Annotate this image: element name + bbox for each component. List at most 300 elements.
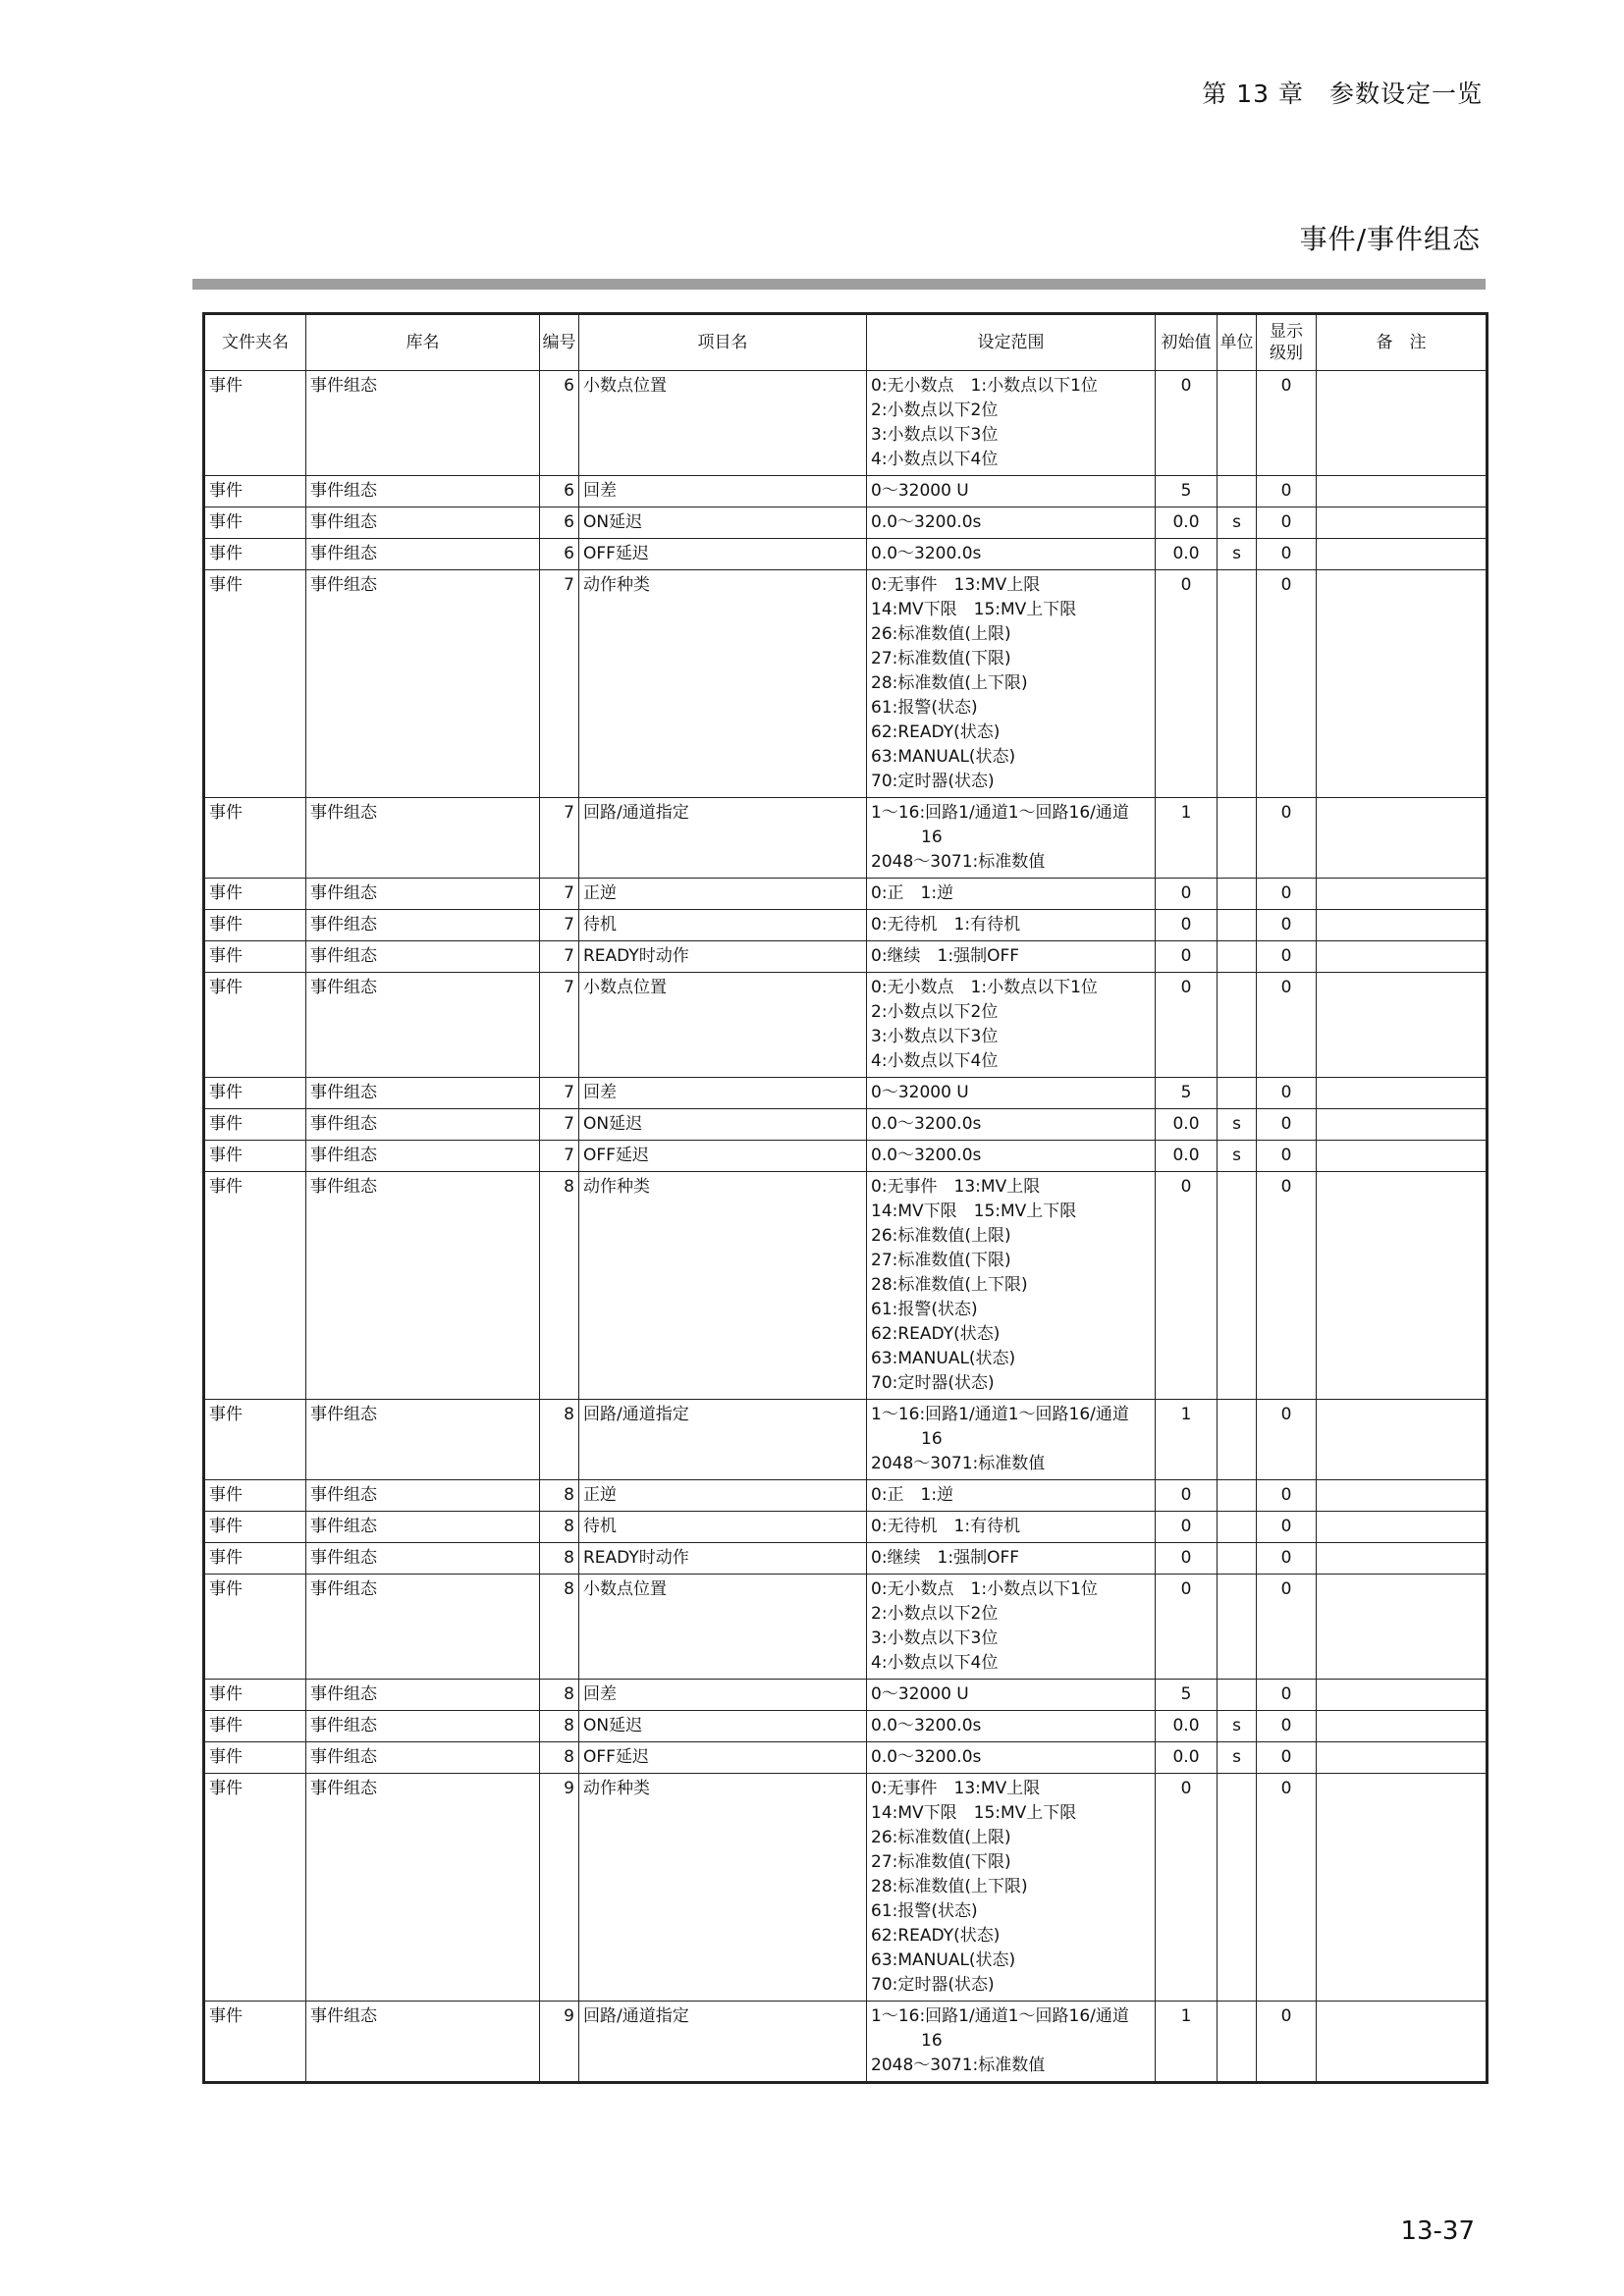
cell-remarks xyxy=(1317,539,1488,570)
cell-remarks xyxy=(1317,1774,1488,2002)
range-line: 28:标准数值(上下限) xyxy=(871,673,1028,693)
cell-number: 8 xyxy=(540,1711,579,1742)
cell-folder: 事件 xyxy=(204,1480,306,1512)
cell-item-name: 回路/通道指定 xyxy=(579,798,867,879)
range-line: 0:正 1:逆 xyxy=(871,883,954,903)
table-row xyxy=(204,570,1488,798)
cell-initial-value: 5 xyxy=(1156,476,1218,507)
cell-setting-range xyxy=(867,1512,1156,1543)
cell-folder: 事件 xyxy=(204,1109,306,1141)
cell-number: 8 xyxy=(540,1512,579,1543)
range-line: 2:小数点以下2位 xyxy=(871,1002,999,1022)
cell-setting-range xyxy=(867,2002,1156,2083)
cell-number: 8 xyxy=(540,1400,579,1480)
cell-remarks xyxy=(1317,1172,1488,1400)
cell-setting-range xyxy=(867,570,1156,798)
cell-number: 9 xyxy=(540,2002,579,2083)
range-line: 27:标准数值(下限) xyxy=(871,649,1011,668)
cell-number: 7 xyxy=(540,570,579,798)
cell-unit xyxy=(1218,941,1257,973)
cell-library: 事件组态 xyxy=(306,1680,540,1711)
cell-setting-range xyxy=(867,476,1156,507)
cell-folder: 事件 xyxy=(204,941,306,973)
cell-unit xyxy=(1218,910,1257,941)
cell-number: 7 xyxy=(540,1141,579,1172)
cell-setting-range xyxy=(867,798,1156,879)
cell-setting-range xyxy=(867,1711,1156,1742)
range-line: 1～16:回路1/通道1～回路16/通道 xyxy=(871,803,1129,823)
cell-setting-range xyxy=(867,1680,1156,1711)
cell-display-level: 0 xyxy=(1257,1575,1317,1680)
cell-unit xyxy=(1218,1480,1257,1512)
cell-unit xyxy=(1218,879,1257,910)
range-line: 0.0～3200.0s xyxy=(871,512,982,532)
cell-remarks xyxy=(1317,1543,1488,1575)
table-header-row xyxy=(204,314,1488,371)
cell-number: 6 xyxy=(540,507,579,539)
cell-display-level: 0 xyxy=(1257,973,1317,1078)
cell-setting-range xyxy=(867,1172,1156,1400)
cell-initial-value: 0.0 xyxy=(1156,1711,1218,1742)
cell-setting-range xyxy=(867,1742,1156,1774)
range-line: 0:无事件 13:MV上限 xyxy=(871,1177,1041,1197)
range-line: 0:正 1:逆 xyxy=(871,1485,954,1505)
cell-library: 事件组态 xyxy=(306,1512,540,1543)
table-row xyxy=(204,507,1488,539)
cell-number: 8 xyxy=(540,1742,579,1774)
cell-setting-range xyxy=(867,1543,1156,1575)
cell-library: 事件组态 xyxy=(306,1543,540,1575)
range-line: 2:小数点以下2位 xyxy=(871,1604,999,1624)
cell-library: 事件组态 xyxy=(306,1742,540,1774)
cell-setting-range xyxy=(867,1400,1156,1480)
cell-remarks xyxy=(1317,1400,1488,1480)
cell-item-name: ON延迟 xyxy=(579,507,867,539)
cell-setting-range xyxy=(867,1109,1156,1141)
cell-unit xyxy=(1218,1512,1257,1543)
cell-initial-value: 0.0 xyxy=(1156,539,1218,570)
cell-remarks xyxy=(1317,1742,1488,1774)
range-line: 26:标准数值(上限) xyxy=(871,1828,1011,1847)
cell-setting-range xyxy=(867,371,1156,476)
range-line: 70:定时器(状态) xyxy=(871,772,995,791)
cell-setting-range xyxy=(867,1078,1156,1109)
cell-initial-value: 0.0 xyxy=(1156,1109,1218,1141)
cell-item-name: OFF延迟 xyxy=(579,1141,867,1172)
col-header-initial: 初始值 xyxy=(1156,314,1218,371)
table-row xyxy=(204,476,1488,507)
cell-folder: 事件 xyxy=(204,1543,306,1575)
table-row xyxy=(204,539,1488,570)
range-line: 0:无待机 1:有待机 xyxy=(871,915,1021,934)
cell-initial-value: 0 xyxy=(1156,879,1218,910)
cell-item-name: 动作种类 xyxy=(579,1774,867,2002)
cell-display-level: 0 xyxy=(1257,371,1317,476)
cell-setting-range xyxy=(867,879,1156,910)
chapter-title: 第 13 章 参数设定一览 xyxy=(1202,80,1483,108)
cell-number: 8 xyxy=(540,1680,579,1711)
table-row xyxy=(204,1680,1488,1711)
range-line: 0:继续 1:强制OFF xyxy=(871,946,1020,966)
cell-number: 6 xyxy=(540,476,579,507)
cell-folder: 事件 xyxy=(204,798,306,879)
cell-unit xyxy=(1218,371,1257,476)
cell-remarks xyxy=(1317,1680,1488,1711)
cell-display-level: 0 xyxy=(1257,1680,1317,1711)
cell-display-level: 0 xyxy=(1257,1711,1317,1742)
table-row xyxy=(204,973,1488,1078)
cell-library: 事件组态 xyxy=(306,941,540,973)
cell-display-level: 0 xyxy=(1257,570,1317,798)
cell-library: 事件组态 xyxy=(306,2002,540,2083)
range-line: 62:READY(状态) xyxy=(871,722,1001,742)
cell-initial-value: 0 xyxy=(1156,1512,1218,1543)
cell-library: 事件组态 xyxy=(306,1480,540,1512)
cell-remarks xyxy=(1317,1141,1488,1172)
range-line: 16 xyxy=(871,1429,943,1449)
range-line: 61:报警(状态) xyxy=(871,1901,978,1921)
col-header-remarks: 备 注 xyxy=(1317,314,1488,371)
cell-folder: 事件 xyxy=(204,1774,306,2002)
range-line: 2048～3071:标准数值 xyxy=(871,1454,1046,1473)
cell-display-level: 0 xyxy=(1257,941,1317,973)
range-line: 61:报警(状态) xyxy=(871,698,978,718)
cell-folder: 事件 xyxy=(204,1680,306,1711)
range-line: 0:无小数点 1:小数点以下1位 xyxy=(871,376,1098,396)
cell-library: 事件组态 xyxy=(306,1141,540,1172)
cell-unit xyxy=(1218,476,1257,507)
cell-item-name: READY时动作 xyxy=(579,1543,867,1575)
cell-number: 7 xyxy=(540,879,579,910)
cell-unit xyxy=(1218,973,1257,1078)
cell-remarks xyxy=(1317,507,1488,539)
cell-number: 8 xyxy=(540,1575,579,1680)
cell-item-name: 待机 xyxy=(579,910,867,941)
cell-setting-range xyxy=(867,1480,1156,1512)
cell-display-level: 0 xyxy=(1257,1172,1317,1400)
cell-item-name: 回差 xyxy=(579,1680,867,1711)
cell-display-level: 0 xyxy=(1257,1141,1317,1172)
range-line: 2048～3071:标准数值 xyxy=(871,852,1046,872)
cell-initial-value: 0 xyxy=(1156,1172,1218,1400)
cell-library: 事件组态 xyxy=(306,1172,540,1400)
range-line: 0.0～3200.0s xyxy=(871,1114,982,1134)
cell-folder: 事件 xyxy=(204,371,306,476)
cell-initial-value: 0 xyxy=(1156,570,1218,798)
cell-initial-value: 5 xyxy=(1156,1078,1218,1109)
cell-unit xyxy=(1218,1774,1257,2002)
cell-display-level: 0 xyxy=(1257,1400,1317,1480)
range-line: 4:小数点以下4位 xyxy=(871,450,999,469)
cell-folder: 事件 xyxy=(204,1400,306,1480)
cell-folder: 事件 xyxy=(204,507,306,539)
cell-display-level: 0 xyxy=(1257,910,1317,941)
cell-initial-value: 0 xyxy=(1156,910,1218,941)
range-line: 16 xyxy=(871,2031,943,2051)
cell-remarks xyxy=(1317,2002,1488,2083)
range-line: 14:MV下限 15:MV上下限 xyxy=(871,600,1077,619)
cell-item-name: OFF延迟 xyxy=(579,539,867,570)
cell-display-level: 0 xyxy=(1257,1742,1317,1774)
cell-unit xyxy=(1218,1078,1257,1109)
cell-folder: 事件 xyxy=(204,910,306,941)
cell-folder: 事件 xyxy=(204,1711,306,1742)
cell-folder: 事件 xyxy=(204,570,306,798)
cell-remarks xyxy=(1317,1575,1488,1680)
cell-unit xyxy=(1218,570,1257,798)
cell-initial-value: 1 xyxy=(1156,798,1218,879)
cell-item-name: 回差 xyxy=(579,1078,867,1109)
cell-folder: 事件 xyxy=(204,973,306,1078)
cell-unit: s xyxy=(1218,1141,1257,1172)
cell-item-name: 回路/通道指定 xyxy=(579,1400,867,1480)
range-line: 0:无事件 13:MV上限 xyxy=(871,1779,1041,1798)
range-line: 14:MV下限 15:MV上下限 xyxy=(871,1201,1077,1221)
cell-library: 事件组态 xyxy=(306,910,540,941)
cell-folder: 事件 xyxy=(204,476,306,507)
cell-library: 事件组态 xyxy=(306,476,540,507)
cell-initial-value: 0 xyxy=(1156,1480,1218,1512)
table-row xyxy=(204,371,1488,476)
table-row xyxy=(204,798,1488,879)
cell-display-level: 0 xyxy=(1257,1512,1317,1543)
cell-library: 事件组态 xyxy=(306,1711,540,1742)
cell-library: 事件组态 xyxy=(306,371,540,476)
table-row xyxy=(204,2002,1488,2083)
cell-folder: 事件 xyxy=(204,1078,306,1109)
cell-unit: s xyxy=(1218,1742,1257,1774)
section-title: 事件/事件组态 xyxy=(1299,223,1481,255)
cell-initial-value: 0.0 xyxy=(1156,1742,1218,1774)
section-divider xyxy=(192,279,1486,290)
cell-unit: s xyxy=(1218,1711,1257,1742)
range-line: 0:继续 1:强制OFF xyxy=(871,1548,1020,1568)
table-row xyxy=(204,1742,1488,1774)
cell-folder: 事件 xyxy=(204,879,306,910)
cell-unit: s xyxy=(1218,1109,1257,1141)
cell-folder: 事件 xyxy=(204,2002,306,2083)
cell-remarks xyxy=(1317,371,1488,476)
range-line: 3:小数点以下3位 xyxy=(871,425,999,445)
cell-item-name: OFF延迟 xyxy=(579,1742,867,1774)
range-line: 26:标准数值(上限) xyxy=(871,624,1011,644)
range-line: 0～32000 U xyxy=(871,1083,969,1102)
table-row xyxy=(204,1543,1488,1575)
cell-library: 事件组态 xyxy=(306,798,540,879)
cell-library: 事件组态 xyxy=(306,879,540,910)
range-line: 63:MANUAL(状态) xyxy=(871,1950,1016,1970)
range-line: 0:无事件 13:MV上限 xyxy=(871,575,1041,595)
table-row xyxy=(204,1078,1488,1109)
cell-item-name: 正逆 xyxy=(579,1480,867,1512)
col-header-display-level: 显示 级别 xyxy=(1257,314,1317,371)
range-line: 63:MANUAL(状态) xyxy=(871,1349,1016,1368)
cell-initial-value: 0 xyxy=(1156,941,1218,973)
col-header-range: 设定范围 xyxy=(867,314,1156,371)
cell-number: 8 xyxy=(540,1543,579,1575)
cell-item-name: 小数点位置 xyxy=(579,1575,867,1680)
cell-number: 7 xyxy=(540,941,579,973)
cell-initial-value: 1 xyxy=(1156,1400,1218,1480)
cell-unit xyxy=(1218,798,1257,879)
table-row xyxy=(204,1172,1488,1400)
cell-display-level: 0 xyxy=(1257,879,1317,910)
cell-item-name: 小数点位置 xyxy=(579,371,867,476)
cell-library: 事件组态 xyxy=(306,507,540,539)
range-line: 0～32000 U xyxy=(871,481,969,501)
cell-library: 事件组态 xyxy=(306,1400,540,1480)
cell-unit xyxy=(1218,1172,1257,1400)
cell-number: 7 xyxy=(540,910,579,941)
range-line: 0.0～3200.0s xyxy=(871,1146,982,1165)
table-row xyxy=(204,910,1488,941)
range-line: 4:小数点以下4位 xyxy=(871,1051,999,1071)
cell-remarks xyxy=(1317,1512,1488,1543)
range-line: 62:READY(状态) xyxy=(871,1324,1001,1344)
range-line: 1～16:回路1/通道1～回路16/通道 xyxy=(871,2006,1129,2026)
cell-setting-range xyxy=(867,1141,1156,1172)
range-line: 0:无小数点 1:小数点以下1位 xyxy=(871,1579,1098,1599)
cell-remarks xyxy=(1317,1078,1488,1109)
cell-number: 8 xyxy=(540,1480,579,1512)
cell-item-name: 回差 xyxy=(579,476,867,507)
cell-setting-range xyxy=(867,941,1156,973)
range-line: 27:标准数值(下限) xyxy=(871,1251,1011,1270)
range-line: 70:定时器(状态) xyxy=(871,1975,995,1995)
cell-remarks xyxy=(1317,570,1488,798)
cell-item-name: ON延迟 xyxy=(579,1711,867,1742)
cell-unit: s xyxy=(1218,507,1257,539)
range-line: 27:标准数值(下限) xyxy=(871,1852,1011,1872)
col-header-library: 库名 xyxy=(306,314,540,371)
page-number: 13-37 xyxy=(1400,2216,1475,2246)
cell-item-name: 小数点位置 xyxy=(579,973,867,1078)
cell-item-name: 动作种类 xyxy=(579,570,867,798)
cell-setting-range xyxy=(867,1575,1156,1680)
cell-library: 事件组态 xyxy=(306,1575,540,1680)
cell-number: 9 xyxy=(540,1774,579,2002)
table-row xyxy=(204,1480,1488,1512)
cell-folder: 事件 xyxy=(204,1141,306,1172)
cell-number: 6 xyxy=(540,539,579,570)
cell-remarks xyxy=(1317,910,1488,941)
table-row xyxy=(204,1400,1488,1480)
cell-library: 事件组态 xyxy=(306,1078,540,1109)
cell-number: 6 xyxy=(540,371,579,476)
cell-display-level: 0 xyxy=(1257,1774,1317,2002)
table-row xyxy=(204,1711,1488,1742)
range-line: 62:READY(状态) xyxy=(871,1926,1001,1946)
cell-display-level: 0 xyxy=(1257,1480,1317,1512)
cell-library: 事件组态 xyxy=(306,570,540,798)
cell-number: 8 xyxy=(540,1172,579,1400)
cell-initial-value: 0 xyxy=(1156,1543,1218,1575)
table-row xyxy=(204,1141,1488,1172)
cell-folder: 事件 xyxy=(204,539,306,570)
range-line: 61:报警(状态) xyxy=(871,1300,978,1319)
table-row xyxy=(204,941,1488,973)
cell-initial-value: 0 xyxy=(1156,371,1218,476)
range-line: 16 xyxy=(871,828,943,847)
range-line: 0.0～3200.0s xyxy=(871,1716,982,1735)
cell-unit xyxy=(1218,1575,1257,1680)
range-line: 0:无小数点 1:小数点以下1位 xyxy=(871,978,1098,997)
cell-remarks xyxy=(1317,973,1488,1078)
cell-number: 7 xyxy=(540,1109,579,1141)
table-row xyxy=(204,1109,1488,1141)
cell-item-name: 回路/通道指定 xyxy=(579,2002,867,2083)
cell-initial-value: 0.0 xyxy=(1156,507,1218,539)
cell-display-level: 0 xyxy=(1257,1543,1317,1575)
table-row xyxy=(204,879,1488,910)
cell-initial-value: 0 xyxy=(1156,973,1218,1078)
cell-display-level: 0 xyxy=(1257,476,1317,507)
table-row xyxy=(204,1512,1488,1543)
range-line: 4:小数点以下4位 xyxy=(871,1653,999,1673)
cell-unit xyxy=(1218,1400,1257,1480)
cell-folder: 事件 xyxy=(204,1172,306,1400)
cell-library: 事件组态 xyxy=(306,1109,540,1141)
cell-remarks xyxy=(1317,1109,1488,1141)
cell-setting-range xyxy=(867,973,1156,1078)
cell-display-level: 0 xyxy=(1257,507,1317,539)
col-header-unit: 单位 xyxy=(1218,314,1257,371)
cell-initial-value: 5 xyxy=(1156,1680,1218,1711)
cell-remarks xyxy=(1317,476,1488,507)
cell-number: 7 xyxy=(540,798,579,879)
col-header-number: 编号 xyxy=(540,314,579,371)
cell-item-name: 正逆 xyxy=(579,879,867,910)
cell-folder: 事件 xyxy=(204,1575,306,1680)
cell-initial-value: 1 xyxy=(1156,2002,1218,2083)
cell-number: 7 xyxy=(540,973,579,1078)
range-line: 1～16:回路1/通道1～回路16/通道 xyxy=(871,1405,1129,1424)
cell-library: 事件组态 xyxy=(306,973,540,1078)
cell-item-name: 动作种类 xyxy=(579,1172,867,1400)
col-header-item: 项目名 xyxy=(579,314,867,371)
cell-display-level: 0 xyxy=(1257,2002,1317,2083)
cell-unit xyxy=(1218,1543,1257,1575)
range-line: 28:标准数值(上下限) xyxy=(871,1275,1028,1295)
range-line: 3:小数点以下3位 xyxy=(871,1629,999,1648)
cell-folder: 事件 xyxy=(204,1742,306,1774)
parameter-table xyxy=(202,312,1489,2084)
range-line: 0.0～3200.0s xyxy=(871,544,982,563)
range-line: 0～32000 U xyxy=(871,1684,969,1704)
cell-remarks xyxy=(1317,941,1488,973)
range-line: 0:无待机 1:有待机 xyxy=(871,1517,1021,1536)
range-line: 63:MANUAL(状态) xyxy=(871,747,1016,767)
range-line: 2:小数点以下2位 xyxy=(871,400,999,420)
cell-setting-range xyxy=(867,1774,1156,2002)
range-line: 0.0～3200.0s xyxy=(871,1747,982,1767)
cell-initial-value: 0 xyxy=(1156,1575,1218,1680)
cell-initial-value: 0 xyxy=(1156,1774,1218,2002)
cell-unit xyxy=(1218,2002,1257,2083)
cell-setting-range xyxy=(867,539,1156,570)
cell-library: 事件组态 xyxy=(306,1774,540,2002)
cell-number: 7 xyxy=(540,1078,579,1109)
cell-display-level: 0 xyxy=(1257,539,1317,570)
cell-initial-value: 0.0 xyxy=(1156,1141,1218,1172)
cell-remarks xyxy=(1317,1480,1488,1512)
cell-unit: s xyxy=(1218,539,1257,570)
cell-setting-range xyxy=(867,910,1156,941)
range-line: 3:小数点以下3位 xyxy=(871,1027,999,1046)
cell-item-name: READY时动作 xyxy=(579,941,867,973)
cell-unit xyxy=(1218,1680,1257,1711)
cell-display-level: 0 xyxy=(1257,798,1317,879)
